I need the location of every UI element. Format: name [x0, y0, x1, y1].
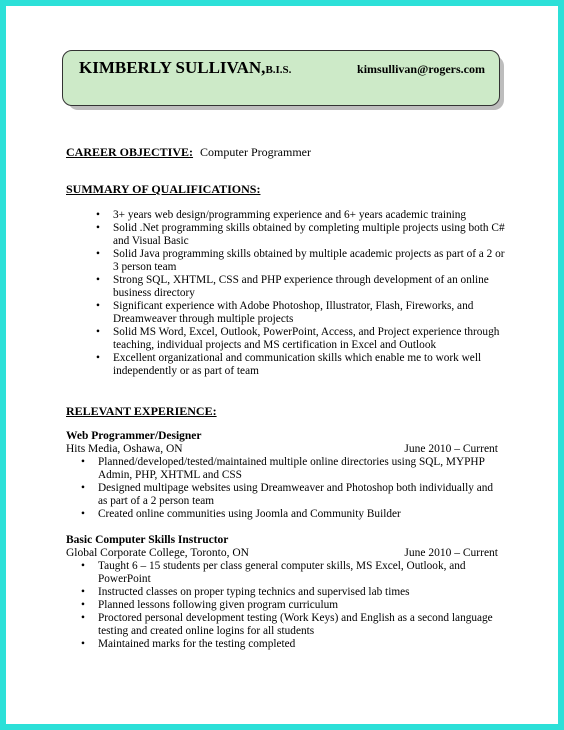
job-title: Basic Computer Skills Instructor — [66, 534, 229, 546]
job-organization: Hits Media, Oshawa, ON — [66, 443, 183, 455]
list-item: • Maintained marks for the testing completed — [81, 638, 296, 650]
email-address[interactable]: kimsullivan@rogers.com — [357, 62, 485, 76]
job-duties-list — [81, 560, 496, 651]
list-item: • Taught 6 – 15 students per class general computer skills, MS Excel, Outlook, and PowerPoint — [81, 560, 466, 585]
list-item: • Solid Java programming skills obtained by multiple academic projects as part of a 2 or 3 person team — [96, 248, 505, 273]
objective-value: Computer Programmer — [200, 145, 311, 159]
job-duties-list — [81, 456, 496, 521]
list-item: • Instructed classes on proper typing technics and supervised lab times — [81, 586, 410, 598]
list-item: • Solid MS Word, Excel, Outlook, PowerPoint, Access, and Project experience through teaching, individual projects and MS certification in Excel and Outlook — [96, 326, 500, 351]
list-item: • Proctored personal development testing (Work Keys) and English as a second language testing and created online logins for all students — [81, 612, 493, 637]
list-item: • Designed multipage websites using Dreamweaver and Photoshop both individually and as part of a 2 person team — [81, 482, 494, 507]
experience-heading: RELEVANT EXPERIENCE: — [66, 404, 217, 418]
summary-list — [96, 209, 506, 378]
job-date: June 2010 – Current — [404, 443, 498, 455]
list-item: • Planned lessons following given program curriculum — [81, 599, 339, 611]
summary-heading: SUMMARY OF QUALIFICATIONS: — [66, 182, 261, 196]
name-text: KIMBERLY SULLIVAN, — [79, 58, 266, 77]
job-date: June 2010 – Current — [404, 547, 498, 559]
job-title: Web Programmer/Designer — [66, 430, 202, 442]
list-item: • Created online communities using Joomla and Community Builder — [81, 508, 401, 520]
name-credential: B.I.S. — [265, 64, 292, 76]
list-item: • Significant experience with Adobe Photoshop, Illustrator, Flash, Fireworks, and Dreamweaver through multiple projects — [96, 300, 474, 325]
list-item: • Planned/developed/tested/maintained multiple online directories using SQL, MYPHP Admin, PHP, XHTML and CSS — [81, 456, 485, 481]
list-item: • Solid .Net programming skills obtained by completing multiple projects using both C# and Visual Basic — [96, 222, 505, 247]
list-item: • Excellent organizational and communication skills which enable me to work well independently or as part of team — [96, 352, 482, 377]
job-organization: Global Corporate College, Toronto, ON — [66, 547, 249, 559]
header-box — [62, 50, 500, 106]
objective-heading: CAREER OBJECTIVE: — [66, 145, 194, 159]
list-item: • Strong SQL, XHTML, CSS and PHP experience through development of an online business directory — [96, 274, 489, 299]
list-item: • 3+ years web design/programming experience and 6+ years academic training — [96, 209, 467, 221]
candidate-name — [79, 58, 291, 78]
